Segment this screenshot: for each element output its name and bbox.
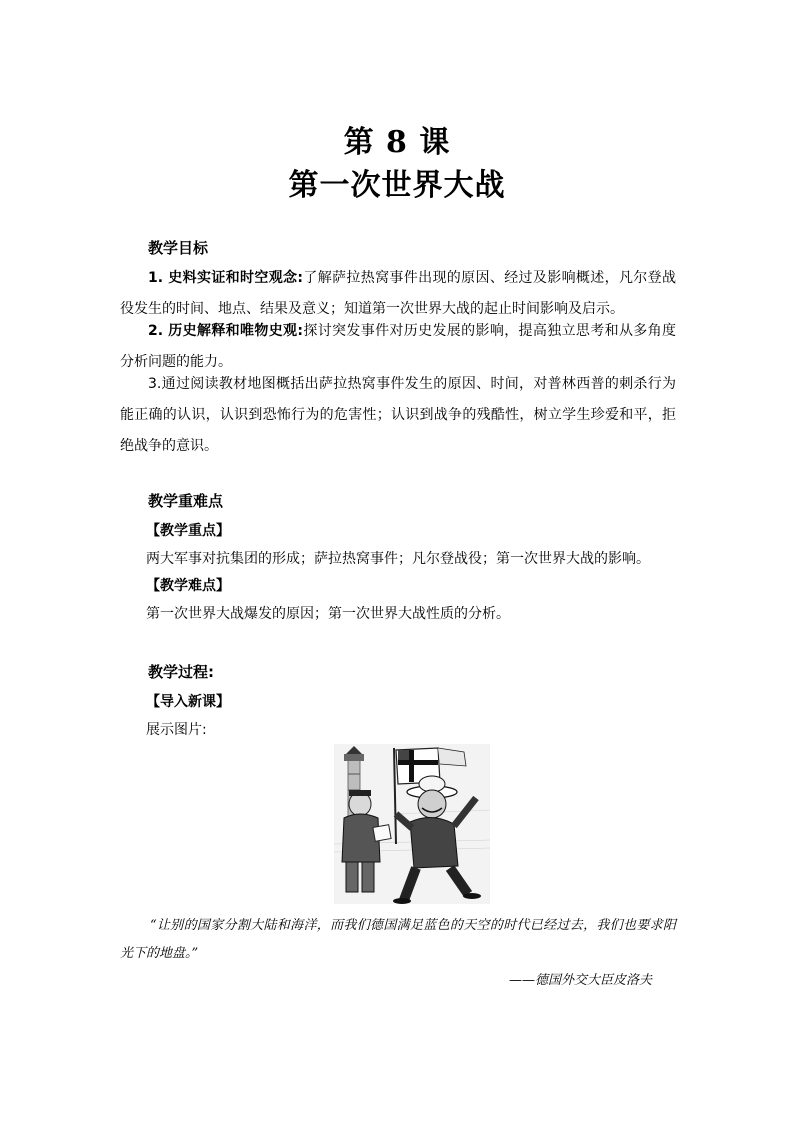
objective-item-2-label: 2. 历史解释和唯物史观: [148,323,303,339]
focus-label: 【教学重点】 [146,523,230,539]
quote-source: ——德国外交大臣皮洛夫 [508,973,652,988]
quote-text: “让别的国家分割大陆和海洋，而我们德国满足蓝色的天空的时代已经过去，我们也要求阳光下的地盘。” [120,918,676,961]
objective-item-1-text: 了解萨拉热窝事件出现的原因、经过及影响概述，凡尔登战役发生的时间、地点、结果及意义；知道第一次世界大战的起止时间影响及启示。 [120,270,676,317]
objective-item-1-label: 1. 史料实证和时空观念: [148,270,303,286]
objective-item-2-text: 探讨突发事件对历史发展的影响，提高独立思考和从多角度分析问题的能力。 [120,323,676,370]
objectives-heading: 教学目标 [148,239,209,257]
focus-text: 两大军事对抗集团的形成；萨拉热窝事件；凡尔登战役；第一次世界大战的影响。 [146,551,650,567]
objective-item-3 [120,369,676,462]
show-picture-text: 展示图片: [146,722,207,738]
process-heading: 教学过程: [148,663,214,681]
objective-item-3-text: 3.通过阅读教材地图概括出萨拉热窝事件发生的原因、时间，对普林西普的刺杀行为能正确的认识，认识到恐怖行为的危害性；认识到战争的残酷性，树立学生珍爱和平，拒绝战争的意识。 [120,376,676,454]
lesson-topic-title: 第一次世界大战 [288,168,506,203]
intro-label: 【导入新课】 [146,694,230,710]
cartoon-image [334,744,490,904]
difficulty-text: 第一次世界大战爆发的原因；第一次世界大战性质的分析。 [146,606,510,622]
difficulty-label: 【教学难点】 [146,578,230,594]
keypoints-heading: 教学重难点 [148,492,224,510]
lesson-number-title: 第 8 课 [343,125,451,160]
